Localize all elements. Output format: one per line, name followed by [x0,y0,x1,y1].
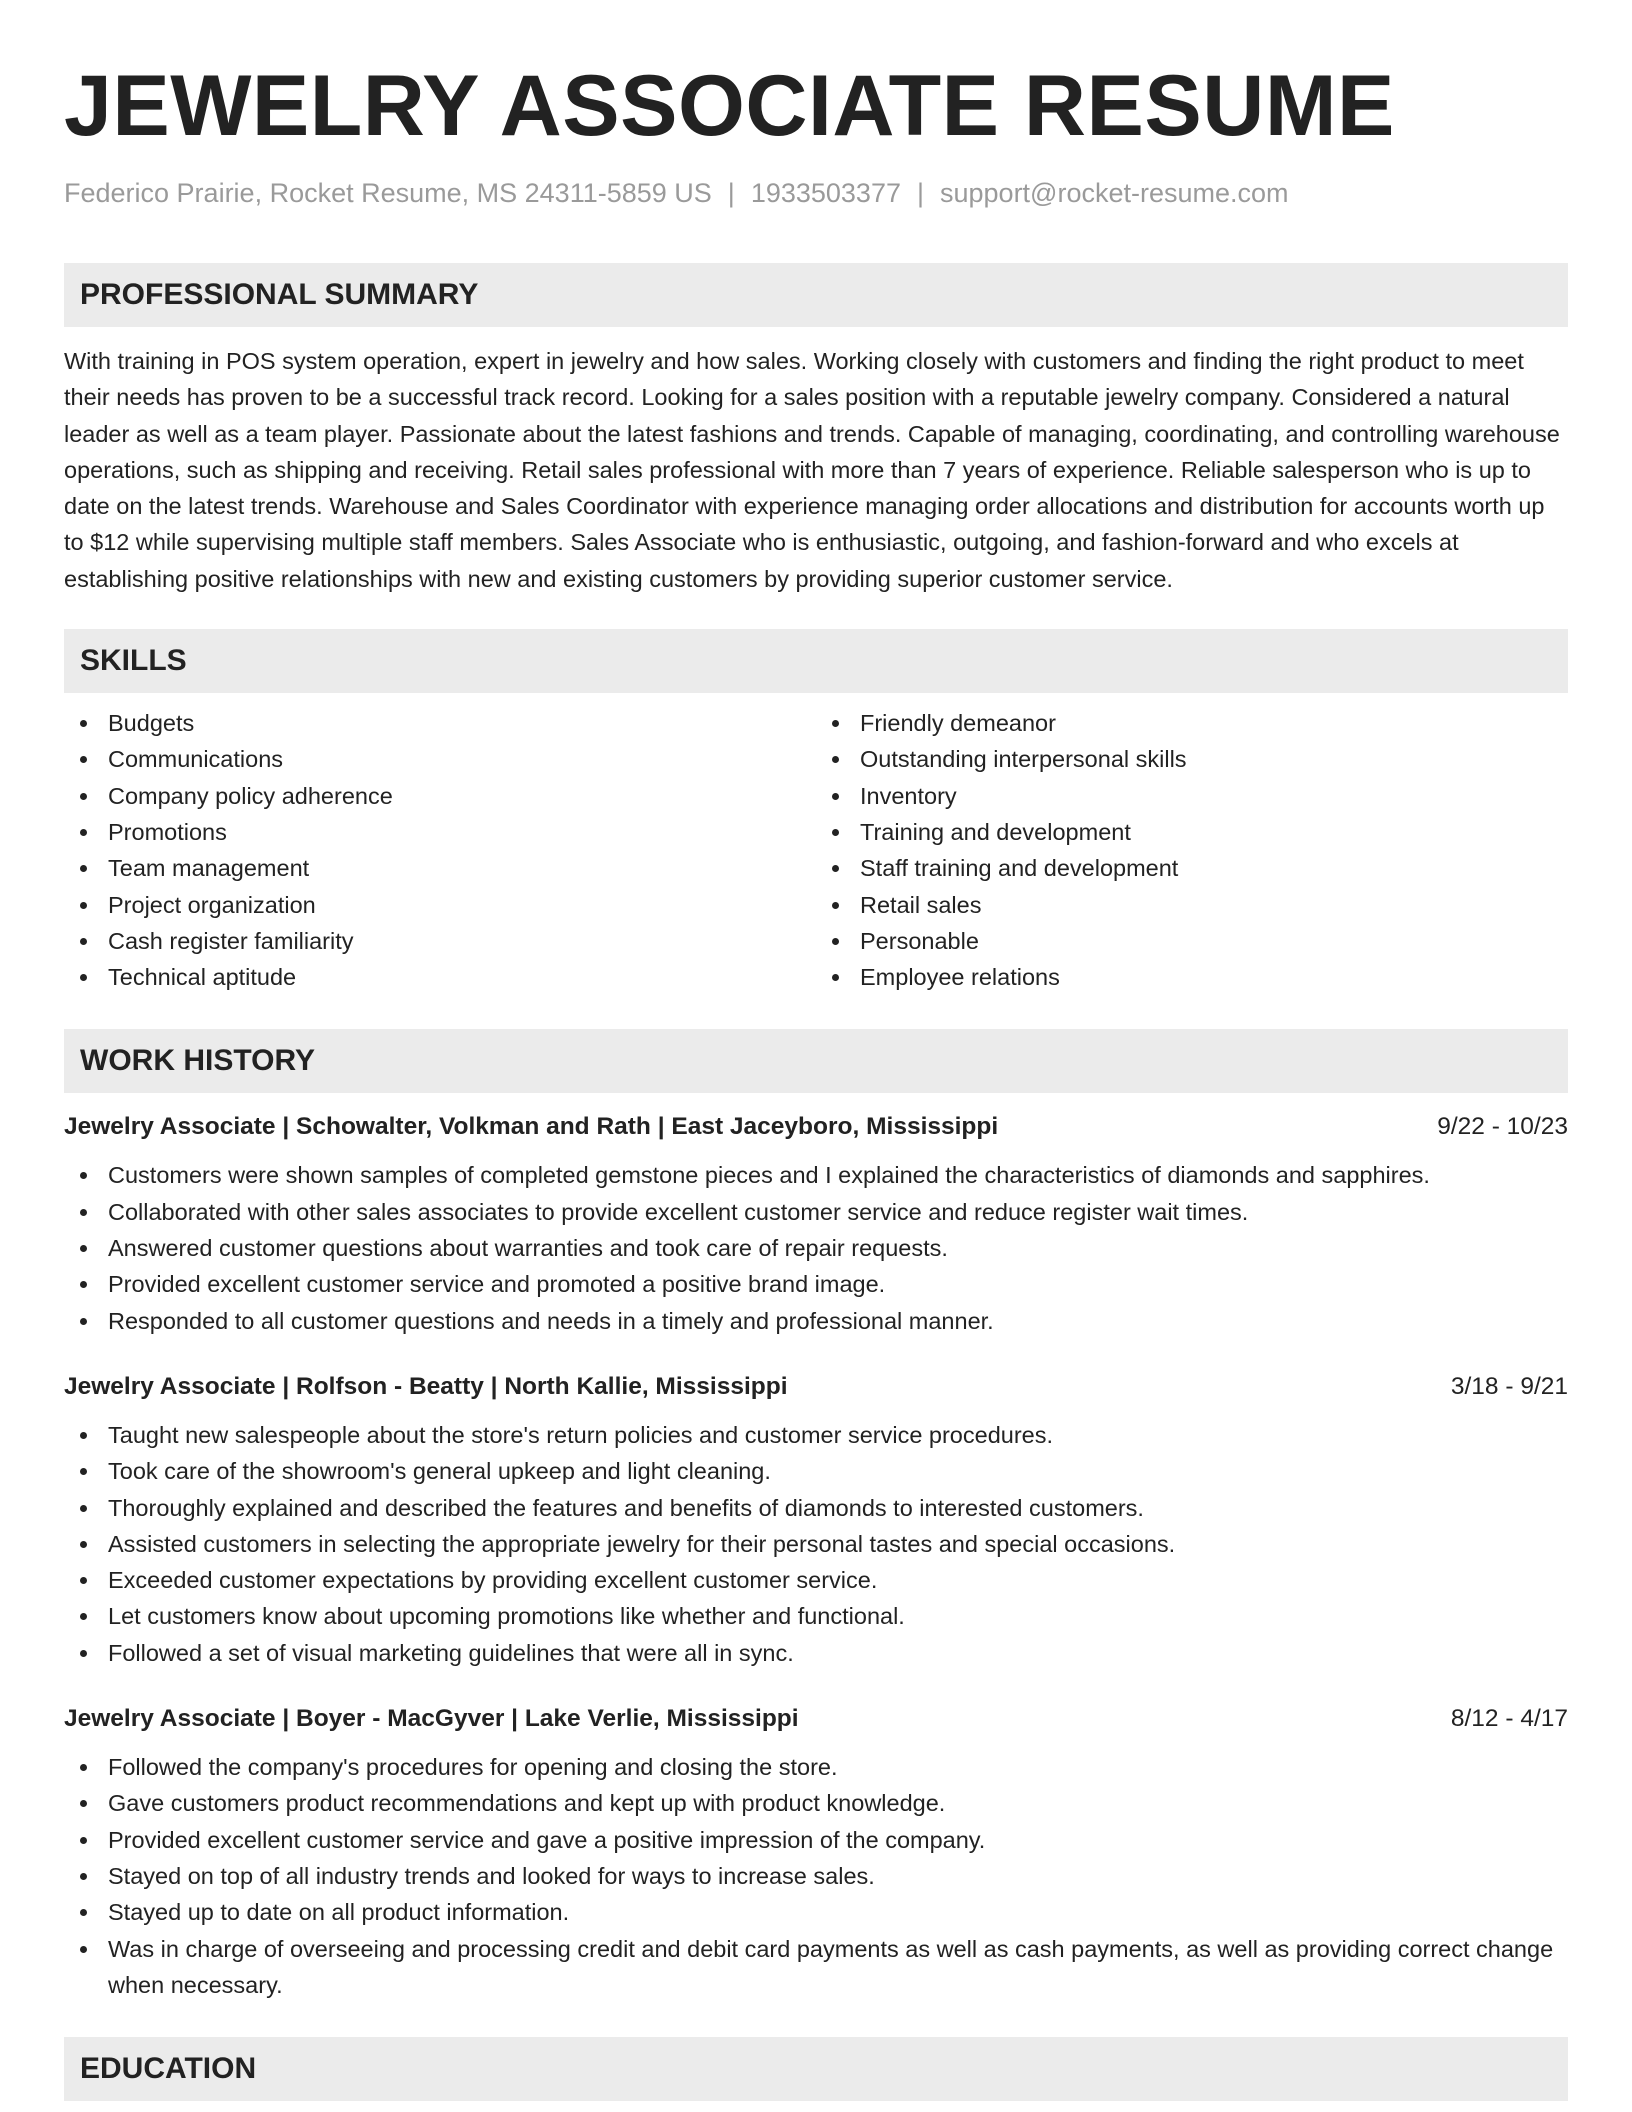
skill-item: Cash register familiarity [64,923,816,959]
skill-item: Personable [816,923,1568,959]
skills-column-left [64,705,816,995]
job-entry [64,1371,1568,1671]
skill-item: Inventory [816,778,1568,814]
skill-item: Company policy adherence [64,778,816,814]
skill-item: Project organization [64,887,816,923]
job-duty: Gave customers product recommendations and kept up with product knowledge. [64,1785,1568,1821]
job-duty: Assisted customers in selecting the appropriate jewelry for their personal tastes and special occasions. [64,1526,1568,1562]
skill-item: Outstanding interpersonal skills [816,741,1568,777]
education-heading: EDUCATION [64,2037,1568,2101]
education-section [64,2037,1568,2101]
resume-title: JEWELRY ASSOCIATE RESUME [64,58,1395,154]
job-dates: 8/12 - 4/17 [1450,1705,1568,1733]
job-title: Jewelry Associate | Schowalter, Volkman and Rath | East Jaceyboro, Mississippi [64,1113,999,1141]
job-duty: Exceeded customer expectations by providing excellent customer service. [64,1562,1568,1598]
summary-heading: PROFESSIONAL SUMMARY [64,263,1568,327]
skills-section [64,629,1568,995]
job-title: Jewelry Associate | Boyer - MacGyver | Lake Verlie, Mississippi [64,1705,799,1733]
job-duty: Responded to all customer questions and needs in a timely and professional manner. [64,1303,1568,1339]
job-dates: 9/22 - 10/23 [1437,1113,1568,1141]
summary-text: With training in POS system operation, expert in jewelry and how sales. Working closely with customers and finding the right product to meet their needs has proven to be a successful track record. Looking for a sales position with a reputable jewelry company. Considered a natural leader as well as a team player. Passionate about the latest fashions and trends. Capable of managing, coordinating, and controlling warehouse operations, such as shipping and receiving. Retail sales professional with more than 7 years of experience. Reliable salesperson who is up to date on the latest trends. Warehouse and Sales Coordinator with experience managing order allocations and distribution for accounts worth up to $12 while supervising multiple staff members. Sales Associate who is enthusiastic, outgoing, and fashion-forward and who excels at establishing positive relationships with new and existing customers by providing superior customer service. [64,348,1560,592]
skill-item: Technical aptitude [64,959,816,995]
job-duty: Followed a set of visual marketing guidelines that were all in sync. [64,1635,1568,1671]
job-duties-list [64,1749,1568,2003]
skills-grid [64,705,1568,995]
skill-item: Communications [64,741,816,777]
job-title: Jewelry Associate | Rolfson - Beatty | North Kallie, Mississippi [64,1372,788,1400]
contact-separator: | [727,178,735,208]
contact-phone: 1933503377 [750,178,901,208]
skill-item: Promotions [64,814,816,850]
job-duties-list [64,1417,1568,1671]
job-header [64,1703,1568,1735]
job-header [64,1111,1568,1143]
job-duty: Took care of the showroom's general upkeep and light cleaning. [64,1453,1568,1489]
skill-item: Training and development [816,814,1568,850]
job-duty: Stayed up to date on all product information. [64,1894,1568,1930]
job-duty: Customers were shown samples of completed gemstone pieces and I explained the characteristics of diamonds and sapphires. [64,1157,1568,1193]
job-duty: Thoroughly explained and described the features and benefits of diamonds to interested customers. [64,1490,1568,1526]
job-entry [64,1111,1568,1338]
job-dates: 3/18 - 9/21 [1450,1372,1568,1400]
job-duty: Provided excellent customer service and promoted a positive brand image. [64,1266,1568,1302]
job-duty: Let customers know about upcoming promotions like whether and functional. [64,1598,1568,1634]
skill-item: Budgets [64,705,816,741]
skill-item: Friendly demeanor [816,705,1568,741]
job-duty: Collaborated with other sales associates to provide excellent customer service and reduce register wait times. [64,1194,1568,1230]
contact-email: support@rocket-resume.com [940,178,1289,208]
job-duty: Answered customer questions about warranties and took care of repair requests. [64,1230,1568,1266]
job-duty: Taught new salespeople about the store's return policies and customer service procedures. [64,1417,1568,1453]
job-header [64,1371,1568,1403]
work-history-section [64,1029,1568,2003]
skill-item: Employee relations [816,959,1568,995]
work-history-heading: WORK HISTORY [64,1029,1568,1093]
job-duty: Followed the company's procedures for opening and closing the store. [64,1749,1568,1785]
skill-item: Retail sales [816,887,1568,923]
contact-line [64,176,1568,210]
contact-separator: | [916,178,924,208]
job-entry [64,1703,1568,2003]
skills-column-right [816,705,1568,995]
job-duties-list [64,1157,1568,1338]
job-duty: Stayed on top of all industry trends and looked for ways to increase sales. [64,1858,1568,1894]
skill-item: Team management [64,850,816,886]
job-duty: Was in charge of overseeing and processing credit and debit card payments as well as cash payments, as well as providing correct change when necessary. [64,1931,1568,2004]
summary-section [64,263,1568,597]
skills-heading: SKILLS [64,629,1568,693]
skill-item: Staff training and development [816,850,1568,886]
contact-address: Federico Prairie, Rocket Resume, MS 24311-5859 US [64,178,712,208]
job-duty: Provided excellent customer service and gave a positive impression of the company. [64,1822,1568,1858]
